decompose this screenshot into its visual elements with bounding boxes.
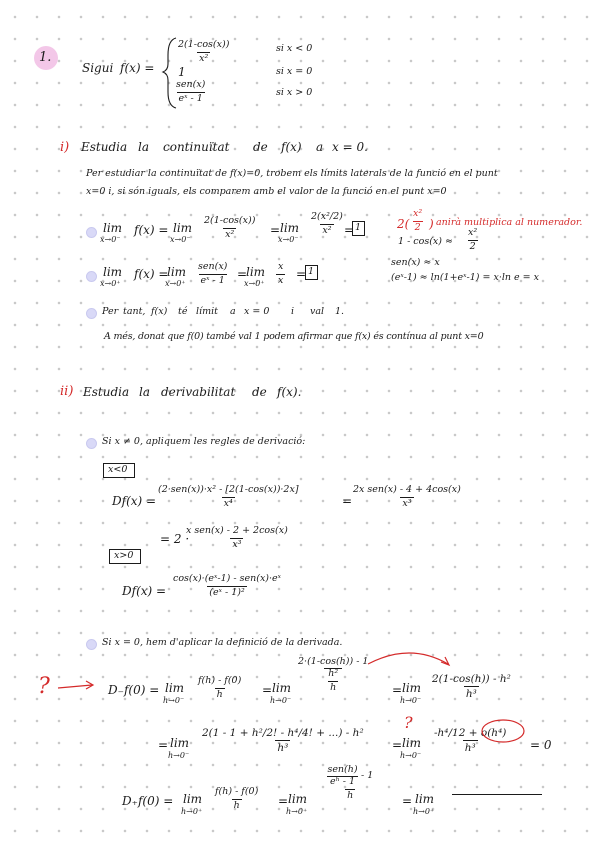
dplus-den2: h: [347, 789, 354, 801]
dminus-inner-num: 2·(1-cos(h)) - 1: [298, 656, 369, 667]
concl-w8: val: [310, 306, 325, 317]
concl-w0: Per: [102, 306, 119, 317]
part-i-marker: i): [60, 140, 70, 155]
def-case3-fraction: [174, 80, 207, 105]
concl-w1: tant,: [123, 306, 146, 317]
def-case2-cond: si x = 0: [276, 66, 313, 77]
case-neq-text: Si x ≠ 0, apliquem les regles de derivació:: [102, 436, 306, 447]
lim-left-lim: lim: [103, 221, 123, 235]
df-lhs: Df(x) =: [112, 494, 157, 508]
df-num2: 2x sen(x) - 4 + 4cos(x): [353, 484, 461, 495]
dplus-num1: f(h) - f(0): [215, 786, 259, 797]
def-intro: Sigui: [82, 61, 114, 75]
lim-right-num3: x: [278, 261, 284, 272]
part-i-heading-w4: f(x): [281, 140, 302, 154]
lim-right-lim2: lim: [167, 265, 187, 279]
exercise-number: 1.: [39, 50, 52, 65]
dminus-fraction1: [196, 676, 243, 701]
concl-w7: i: [291, 306, 295, 317]
dplus-sub1: h→0⁺: [181, 807, 203, 816]
lim-right-fraction: [196, 262, 229, 287]
taylor-eq: =: [158, 738, 169, 752]
dplus-den1: h: [233, 799, 240, 811]
dplus-unfinished-fraction-line: [452, 794, 542, 795]
taylor-sub: h→0⁻: [168, 751, 190, 760]
def-case1-cond: si x < 0: [276, 43, 313, 54]
equiv2: sen(x) ≈ x: [391, 257, 440, 268]
equiv1-num: x²: [468, 227, 478, 238]
label-lt: x<0: [108, 464, 128, 475]
dplus-fraction1: [213, 787, 260, 812]
dminus-sub3: h→0⁻: [400, 696, 422, 705]
dminus-sub1: h→0⁻: [163, 696, 185, 705]
df-num: (2·sen(x))·x² - [2(1-cos(x))·2x]: [158, 484, 299, 495]
red-note-num: x²: [413, 208, 423, 219]
concl-w6: x = 0: [244, 306, 270, 317]
bullet: [86, 227, 97, 238]
dplus-sub3: h→0⁺: [413, 807, 435, 816]
lim-left-sub: x→0⁻: [100, 235, 121, 244]
dplus-eq2: =: [402, 794, 413, 808]
dminus-lim3: lim: [402, 681, 422, 695]
lim-right-result: 1: [308, 266, 315, 277]
dminus-num1: f(h) - f(0): [198, 675, 242, 686]
part-i-heading-w1: la: [138, 140, 149, 154]
dplus-inner: [325, 765, 375, 789]
case-eq-text: Si x = 0, hem d'aplicar la definició de la derivada.: [102, 637, 343, 648]
taylor-res-den: h³: [464, 742, 476, 755]
part-ii-heading-w3: de: [252, 385, 267, 399]
lim-left-lim2: lim: [173, 221, 193, 235]
dminus-fraction2: [296, 657, 370, 694]
dplus-eq1: =: [278, 794, 289, 808]
dplus-lim1: lim: [183, 792, 203, 806]
lim-right-den3: x: [278, 274, 284, 286]
lim-left-fraction: [202, 216, 257, 241]
dg-num: cos(x)·(eˣ-1) - sen(x)·eˣ: [173, 573, 282, 584]
part-ii-marker: ii): [60, 384, 74, 399]
red-note-fraction: [411, 209, 424, 234]
dminus-lim1: lim: [165, 681, 185, 695]
concl-w9: 1.: [335, 306, 345, 317]
def-case3-cond: si x > 0: [276, 87, 313, 98]
lim-left-den: x²: [225, 228, 235, 240]
dplus-sub2: h→0⁺: [286, 807, 308, 816]
lim-right-sub2: x→0⁺: [165, 279, 186, 288]
dg-lhs: Df(x) =: [122, 584, 167, 598]
dplus-inner-frac: [327, 765, 358, 788]
df-fraction: [156, 485, 301, 510]
part-i-heading-w5: a: [316, 140, 324, 154]
question-mark-left: ?: [38, 674, 50, 699]
lim-right-sub: x→0⁺: [100, 279, 121, 288]
concl-w3: té: [178, 306, 188, 317]
dplus-fraction2: [325, 765, 375, 802]
dplus-minus-one: - 1: [361, 769, 374, 781]
taylor-res-fraction: [432, 727, 508, 754]
df-simpl-den: x³: [232, 538, 242, 550]
dminus-lim2: lim: [272, 681, 292, 695]
lim-right-fraction3: [276, 262, 285, 287]
dminus-num3: 2(1-cos(h)) - h²: [432, 673, 511, 685]
df-simpl-fraction: [184, 526, 290, 551]
lim-right-lim: lim: [103, 265, 123, 279]
taylor-eq2: =: [392, 738, 403, 752]
part-i-para1: Per estudiar la continuïtat de f(x)=0, trobem els límits laterals de la funció en el punt: [86, 168, 498, 179]
bullet: [86, 639, 97, 650]
df-simpl-pre: = 2 ·: [160, 532, 190, 546]
def-case1-num: 2(1-cos(x)): [178, 39, 230, 50]
dg-den: (eˣ - 1)²: [209, 586, 245, 598]
lim-left-eq2: =: [344, 223, 355, 237]
lim-left-num3: 2(x²/2): [311, 211, 343, 222]
bullet: [86, 308, 97, 319]
dminus-den1: h: [216, 688, 223, 700]
part-i-heading-w0: Estudia: [81, 140, 128, 154]
df-simpl-num: x sen(x) - 2 + 2cos(x): [186, 525, 288, 536]
dplus-lim3: lim: [415, 792, 435, 806]
dplus-inner-num: sen(h): [327, 764, 358, 775]
taylor-num: 2(1 - 1 + h²/2! - h⁴/4! + ...) - h²: [202, 727, 364, 739]
lim-left-sub2: x→0⁻: [170, 235, 191, 244]
dminus-inner: [296, 657, 370, 681]
dminus-den2: h: [330, 681, 337, 693]
lim-left-lim3: lim: [280, 221, 300, 235]
lim-left-fx: f(x) =: [134, 223, 169, 237]
red-note-text: anirà multiplica al numerador.: [436, 217, 583, 228]
lim-left-sub3: x→0⁻: [278, 235, 299, 244]
lim-right-den: eˣ - 1: [200, 274, 225, 286]
conclusion2: A més, donat que f(0) també val 1 podem afirmar que f(x) és contínua al punt x=0: [104, 331, 484, 342]
dg-fraction: [171, 574, 283, 599]
dplus-lim2: lim: [288, 792, 308, 806]
dplus-lhs: D₊f(0) =: [122, 794, 174, 808]
taylor-den: h³: [277, 742, 289, 755]
dminus-fraction3: [430, 673, 513, 700]
part-i-heading-w2: continuïtat: [163, 140, 230, 154]
concl-w2: f(x): [151, 306, 168, 317]
taylor-lim: lim: [170, 736, 190, 750]
df-eq: =: [342, 494, 353, 508]
red-note-close: ): [429, 217, 434, 231]
lim-left-fraction3: [309, 212, 345, 237]
question-mark-right: ?: [404, 713, 413, 732]
part-ii-heading-w1: la: [139, 385, 150, 399]
lim-right-lim3: lim: [246, 265, 266, 279]
bullet: [86, 271, 97, 282]
lim-right-eq: =: [237, 267, 248, 281]
lim-left-num: 2(1-cos(x)): [204, 215, 256, 226]
dminus-eq1: =: [262, 683, 273, 697]
dplus-inner-den: eʰ - 1: [327, 776, 358, 788]
dminus-inner-den: h²: [324, 668, 342, 680]
def-fx: f(x) =: [120, 61, 155, 75]
lim-right-eq2: =: [296, 267, 307, 281]
equiv3: (eˣ-1) ≈ ln(1+eˣ-1) = x·ln e = x: [391, 272, 540, 283]
taylor-res-num: -h⁴/12 + o(h⁴): [434, 727, 507, 739]
def-case1-fraction: [176, 40, 231, 65]
taylor-fraction: [200, 727, 366, 754]
def-case3-num: sen(x): [176, 79, 206, 90]
part-i-heading-w3: de: [253, 140, 268, 154]
lim-left-den3: x²: [322, 224, 332, 236]
bullet: [86, 438, 97, 449]
taylor-lim2: lim: [402, 736, 422, 750]
concl-w4: límit: [196, 306, 218, 317]
part-i-para2: x=0 i, si són iguals, els comparem amb el valor de la funció en el punt x=0: [86, 186, 447, 197]
taylor-sub2: h→0⁻: [400, 751, 422, 760]
equiv1-fraction: [466, 228, 479, 253]
red-note-two: 2(: [397, 217, 410, 231]
df-den2: x³: [402, 497, 412, 509]
dminus-den3: h³: [465, 688, 477, 701]
def-case2-val: 1: [178, 65, 186, 79]
def-case3-den: eˣ - 1: [178, 92, 203, 104]
concl-w5: a: [230, 306, 236, 317]
equiv1-left: 1 - cos(x) ≈: [398, 236, 453, 247]
taylor-zero: = 0: [530, 738, 552, 752]
dminus-eq2: =: [392, 683, 403, 697]
lim-right-num: sen(x): [198, 261, 228, 272]
df-den: x⁴: [223, 497, 233, 509]
part-ii-heading-w2: derivabilitat: [161, 385, 236, 399]
equiv1-den: 2: [469, 240, 476, 252]
lim-right-sub3: x→0⁺: [244, 279, 265, 288]
dminus-lhs: D₋f(0) =: [108, 683, 160, 697]
lim-right-fx: f(x) =: [134, 267, 169, 281]
df-fraction2: [351, 485, 463, 510]
def-case1-den: x²: [199, 52, 209, 64]
part-ii-heading-w4: f(x).: [277, 385, 302, 399]
lim-left-eq: =: [270, 223, 281, 237]
label-gt: x>0: [114, 550, 134, 561]
lim-left-result: 1: [355, 222, 362, 233]
red-note-den: 2: [414, 221, 421, 233]
part-i-heading-w6: x = 0.: [332, 140, 368, 154]
part-ii-heading-w0: Estudia: [83, 385, 130, 399]
dminus-sub2: h→0⁻: [270, 696, 292, 705]
